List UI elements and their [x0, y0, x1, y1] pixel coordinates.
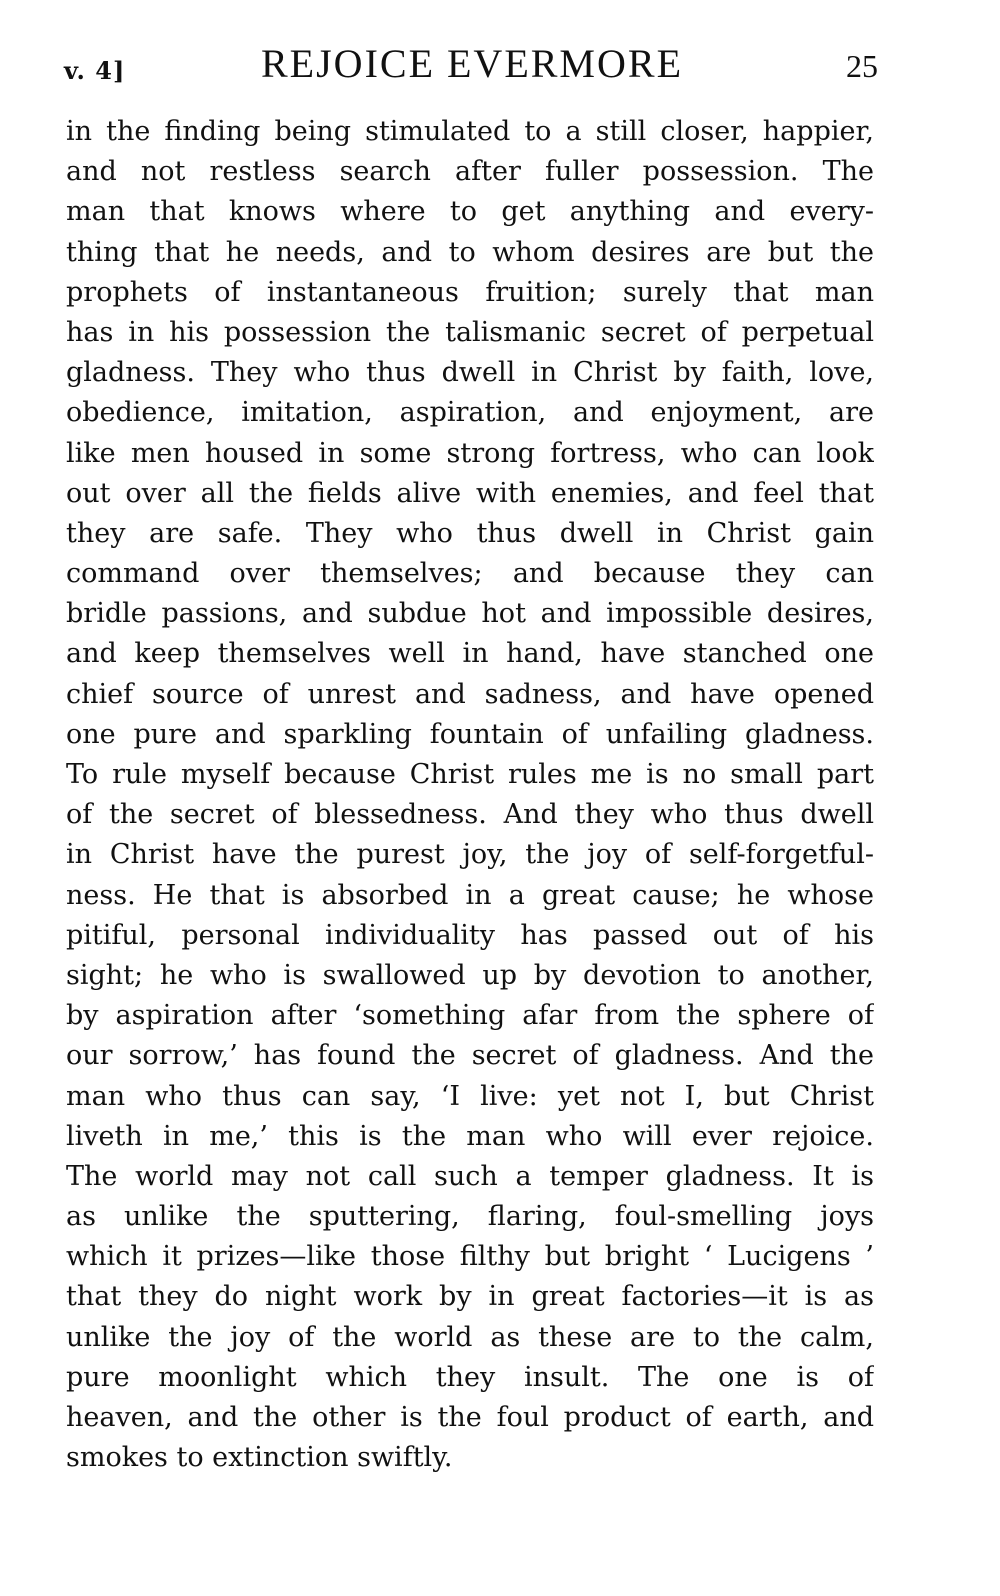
text-line: chief source of unrest and sadness, and have opened	[66, 678, 874, 710]
text-line: in Christ have the purest joy, the joy of self-forgetful-	[66, 839, 874, 871]
text-line: out over all the fields alive with enemies, and feel that	[66, 477, 874, 509]
text-line: pure moonlight which they insult. The one is of	[66, 1361, 874, 1393]
text-line: like men housed in some strong fortress, who can look	[66, 437, 874, 469]
text-line: heaven, and the other is the foul product of earth, and	[66, 1402, 874, 1433]
chapter-verse-reference: v. 4]	[64, 56, 126, 85]
text-line: bridle passions, and subdue hot and impossible desires,	[66, 598, 874, 630]
text-line: that they do night work by in great factories—it is as	[66, 1281, 874, 1313]
text-line: ness. He that is absorbed in a great cause; he whose	[66, 879, 874, 911]
text-line: they are safe. They who thus dwell in Christ gain	[66, 517, 874, 549]
text-line: one pure and sparkling fountain of unfailing gladness.	[66, 718, 874, 750]
page-number: 25	[846, 48, 878, 84]
text-line: gladness. They who thus dwell in Christ by faith, love,	[66, 357, 874, 389]
text-line: in the finding being stimulated to a still closer, happier,	[66, 116, 874, 147]
text-line: thing that he needs, and to whom desires are but the	[66, 236, 874, 268]
text-line: unlike the joy of the world as these are to the calm,	[66, 1321, 874, 1353]
text-line: and not restless search after fuller possession. The	[66, 156, 874, 188]
text-line: and keep themselves well in hand, have stanched one	[66, 638, 874, 670]
text-line: pitiful, personal individuality has passed out of his	[66, 919, 874, 951]
text-line: our sorrow,’ has found the secret of gladness. And the	[66, 1040, 874, 1072]
text-line: prophets of instantaneous fruition; surely that man	[66, 276, 874, 308]
text-line: man who thus can say, ‘I live: yet not I, but Christ	[66, 1080, 874, 1112]
text-line: man that knows where to get anything and every-	[66, 196, 874, 228]
text-line: obedience, imitation, aspiration, and enjoyment, are	[66, 397, 874, 429]
text-line: liveth in me,’ this is the man who will ever rejoice.	[66, 1120, 874, 1152]
page-title: REJOICE EVERMORE	[261, 41, 683, 86]
text-line: has in his possession the talismanic secret of perpetual	[66, 316, 874, 348]
text-line: as unlike the sputtering, flaring, foul-smelling joys	[66, 1201, 874, 1233]
text-line: by aspiration after ‘something afar from the sphere of	[66, 1000, 874, 1032]
text-line: The world may not call such a temper gladness. It is	[66, 1160, 874, 1192]
text-line: command over themselves; and because they can	[66, 558, 874, 590]
text-line: which it prizes—like those filthy but bright ‘ Lucigens ’	[66, 1241, 874, 1273]
text-line: of the secret of blessedness. And they who thus dwell	[66, 799, 874, 831]
body-paragraph	[66, 112, 874, 1478]
running-header	[62, 40, 882, 90]
text-line: sight; he who is swallowed up by devotion to another,	[66, 959, 874, 991]
text-line: To rule myself because Christ rules me is no small part	[66, 759, 874, 790]
text-line: smokes to extinction swiftly.	[66, 1442, 453, 1474]
